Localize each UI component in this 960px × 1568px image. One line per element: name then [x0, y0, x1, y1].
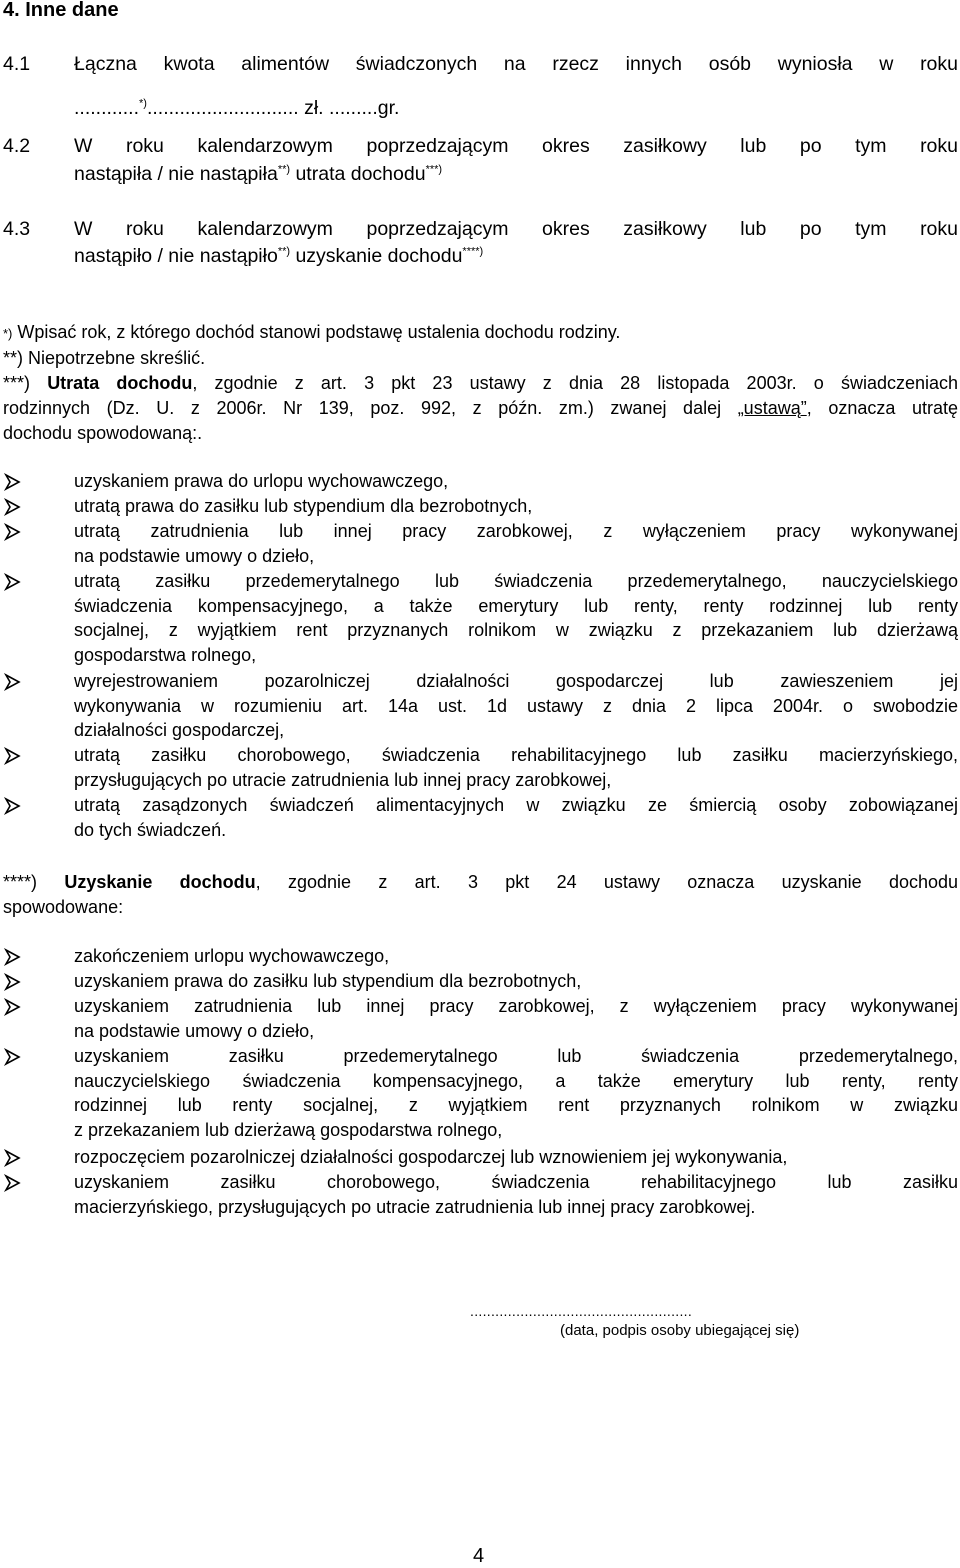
item-4-3-text: uzyskanie dochodu — [290, 245, 463, 267]
item-4-2-line2 — [74, 162, 442, 186]
footnote-1-text: Wpisać rok, z którego dochód stanowi podstawę ustalenia dochodu rodziny. — [12, 322, 621, 342]
footnote-3-text: , zgodnie z art. 3 pkt 23 ustawy z dnia 28 listopada 2003r. o świadczeniach — [192, 373, 959, 393]
arrow-bullet-icon — [3, 796, 23, 816]
list-item-line: działalności gospodarczej, — [74, 720, 285, 740]
list-item-line: utratą zasądzonych świadczeń alimentacyjnych w związku ze śmiercią osoby zobowiązanej — [74, 795, 958, 815]
footnote-3-text: , oznacza utratę — [806, 398, 958, 418]
item-number-4-1: 4.1 — [3, 53, 31, 75]
arrow-bullet-icon — [3, 472, 23, 492]
footnote-ref: **) — [277, 245, 291, 258]
footnote-3-mark: ***) — [3, 373, 48, 393]
arrow-bullet-icon — [3, 972, 23, 992]
gain-note-term: Uzyskanie dochodu — [64, 872, 256, 892]
footnote-1 — [3, 320, 620, 346]
list-item — [74, 793, 958, 842]
list-item-line: uzyskaniem prawa do urlopu wychowawczego, — [74, 471, 449, 491]
arrow-bullet-icon — [3, 1173, 23, 1193]
arrow-bullet-icon — [3, 746, 23, 766]
item-4-1-line2 — [74, 96, 399, 120]
list-item — [74, 1170, 958, 1219]
list-item — [74, 969, 958, 994]
item-4-1-line1: Łączna kwota alimentów świadczonych na rzecz innych osób wyniosła w roku — [74, 53, 958, 75]
list-item-line: rozpoczęciem pozarolniczej działalności gospodarczej lub wznowieniem jej wykonywania, — [74, 1147, 788, 1167]
list-item-line: wyrejestrowaniem pozarolniczej działalności gospodarczej lub zawieszeniem jej — [74, 671, 958, 691]
list-item — [74, 669, 958, 743]
list-item-line: wykonywania w rozumieniu art. 14a ust. 1d ustawy z dnia 2 lipca 2004r. o swobodzie — [74, 695, 958, 716]
list-item-line: uzyskaniem zatrudnienia lub innej pracy zarobkowej, z wyłączeniem pracy wykonywanej — [74, 996, 958, 1016]
gain-note-mark: ****) — [3, 872, 65, 892]
list-item-line: utratą zasiłku chorobowego, świadczenia rehabilitacyjnego lub zasiłku macierzyńskiego, — [74, 745, 958, 765]
list-item-line: utratą prawa do zasiłku lub stypendium dla bezrobotnych, — [74, 496, 533, 516]
list-item-line: uzyskaniem zasiłku przedemerytalnego lub świadczenia przedemerytalnego, — [74, 1046, 958, 1066]
list-item-line: świadczenia kompensacyjnego, a także emerytury lub renty, renty rodzinnej lub renty — [74, 595, 958, 616]
item-4-2-text: utrata dochodu — [290, 163, 426, 185]
choice-text[interactable]: nastąpiła / nie nastąpiła — [74, 163, 278, 185]
section-heading: 4. Inne dane — [3, 0, 119, 21]
footnote-3-text: rodzinnych (Dz. U. z 2006r. Nr 139, poz. 992, z późn. zm.) zwanej dalej — [3, 398, 738, 418]
arrow-bullet-icon — [3, 672, 23, 692]
item-4-3-line2 — [74, 244, 483, 268]
arrow-bullet-icon — [3, 572, 23, 592]
list-item-line: utratą zatrudnienia lub innej pracy zarobkowej, z wyłączeniem pracy wykonywanej — [74, 521, 958, 541]
footnote-3-line3: dochodu spowodowaną:. — [3, 423, 203, 443]
list-item — [74, 994, 958, 1043]
footnote-3-line2 — [3, 396, 958, 420]
choice-text[interactable]: nastąpiło / nie nastąpiło — [74, 245, 278, 267]
arrow-bullet-icon — [3, 1047, 23, 1067]
list-item-line: nauczycielskiego świadczenia kompensacyjnego, a także emerytury lub renty, renty — [74, 1070, 958, 1091]
footnote-ref: *) — [139, 97, 147, 110]
footnote-3-line1 — [3, 371, 958, 395]
list-item — [74, 469, 958, 494]
footnote-mark: *) — [3, 326, 13, 341]
list-item-line: gospodarstwa rolnego, — [74, 644, 257, 665]
list-item-line: do tych świadczeń. — [74, 819, 227, 840]
footnote-ref: ***) — [425, 163, 443, 176]
item-4-2-line1: W roku kalendarzowym poprzedzającym okres zasiłkowy lub po tym roku — [74, 135, 958, 157]
list-item-line: utratą zasiłku przedemerytalnego lub świadczenia przedemerytalnego, nauczycielskiego — [74, 571, 958, 591]
list-item — [74, 1044, 958, 1142]
amount-blank-2[interactable]: ............................ zł. .........gr. — [146, 97, 400, 119]
list-item-line: zakończeniem urlopu wychowawczego, — [74, 946, 390, 966]
list-item — [74, 569, 958, 667]
item-4-3-line1: W roku kalendarzowym poprzedzającym okres zasiłkowy lub po tym roku — [74, 218, 958, 240]
amount-blank-1[interactable]: ............ — [74, 97, 140, 119]
arrow-bullet-icon — [3, 1148, 23, 1168]
list-item — [74, 494, 958, 519]
item-number-4-3: 4.3 — [3, 218, 31, 240]
gain-note-line1 — [3, 870, 958, 894]
list-item-line: uzyskaniem zasiłku chorobowego, świadczenia rehabilitacyjnego lub zasiłku — [74, 1172, 958, 1192]
list-item — [74, 519, 958, 568]
list-item — [74, 944, 958, 969]
list-item-line: uzyskaniem prawa do zasiłku lub stypendium dla bezrobotnych, — [74, 971, 582, 991]
list-item-line: macierzyńskiego, przysługujących po utracie zatrudnienia lub innej pracy zarobkowej. — [74, 1196, 756, 1217]
list-item-line: rodzinnej lub renty socjalnej, z wyjątkiem rent przyznanych rolnikom w związku — [74, 1095, 958, 1115]
footnote-ref: **) — [277, 163, 291, 176]
footnote-ref: ****) — [462, 245, 484, 258]
list-item-line: przysługujących po utracie zatrudnienia lub innej pracy zarobkowej, — [74, 769, 612, 790]
arrow-bullet-icon — [3, 522, 23, 542]
arrow-bullet-icon — [3, 997, 23, 1017]
arrow-bullet-icon — [3, 497, 23, 517]
arrow-bullet-icon — [3, 947, 23, 967]
signature-line[interactable]: ..................................................... — [470, 1303, 693, 1319]
item-number-4-2: 4.2 — [3, 135, 31, 157]
list-item — [74, 1145, 958, 1170]
list-item-line: na podstawie umowy o dzieło, — [74, 545, 315, 566]
list-item-line: socjalnej, z wyjątkiem rent przyznanych rolnikom w związku z przekazaniem lub dzierżawą — [74, 620, 958, 640]
list-item-line: z przekazaniem lub dzierżawą gospodarstwa rolnego, — [74, 1119, 503, 1140]
footnote-3-underlined: „ustawą” — [737, 398, 807, 418]
signature-caption: (data, podpis osoby ubiegającej się) — [560, 1322, 800, 1339]
footnote-3-term: Utrata dochodu — [47, 373, 193, 393]
page-number: 4 — [473, 1545, 485, 1567]
gain-note-line2: spowodowane: — [3, 897, 124, 917]
list-item — [74, 743, 958, 792]
footnote-2: **) Niepotrzebne skreślić. — [3, 348, 206, 368]
gain-note-text: , zgodnie z art. 3 pkt 24 ustawy oznacza uzyskanie dochodu — [255, 872, 959, 892]
list-item-line: na podstawie umowy o dzieło, — [74, 1020, 315, 1041]
